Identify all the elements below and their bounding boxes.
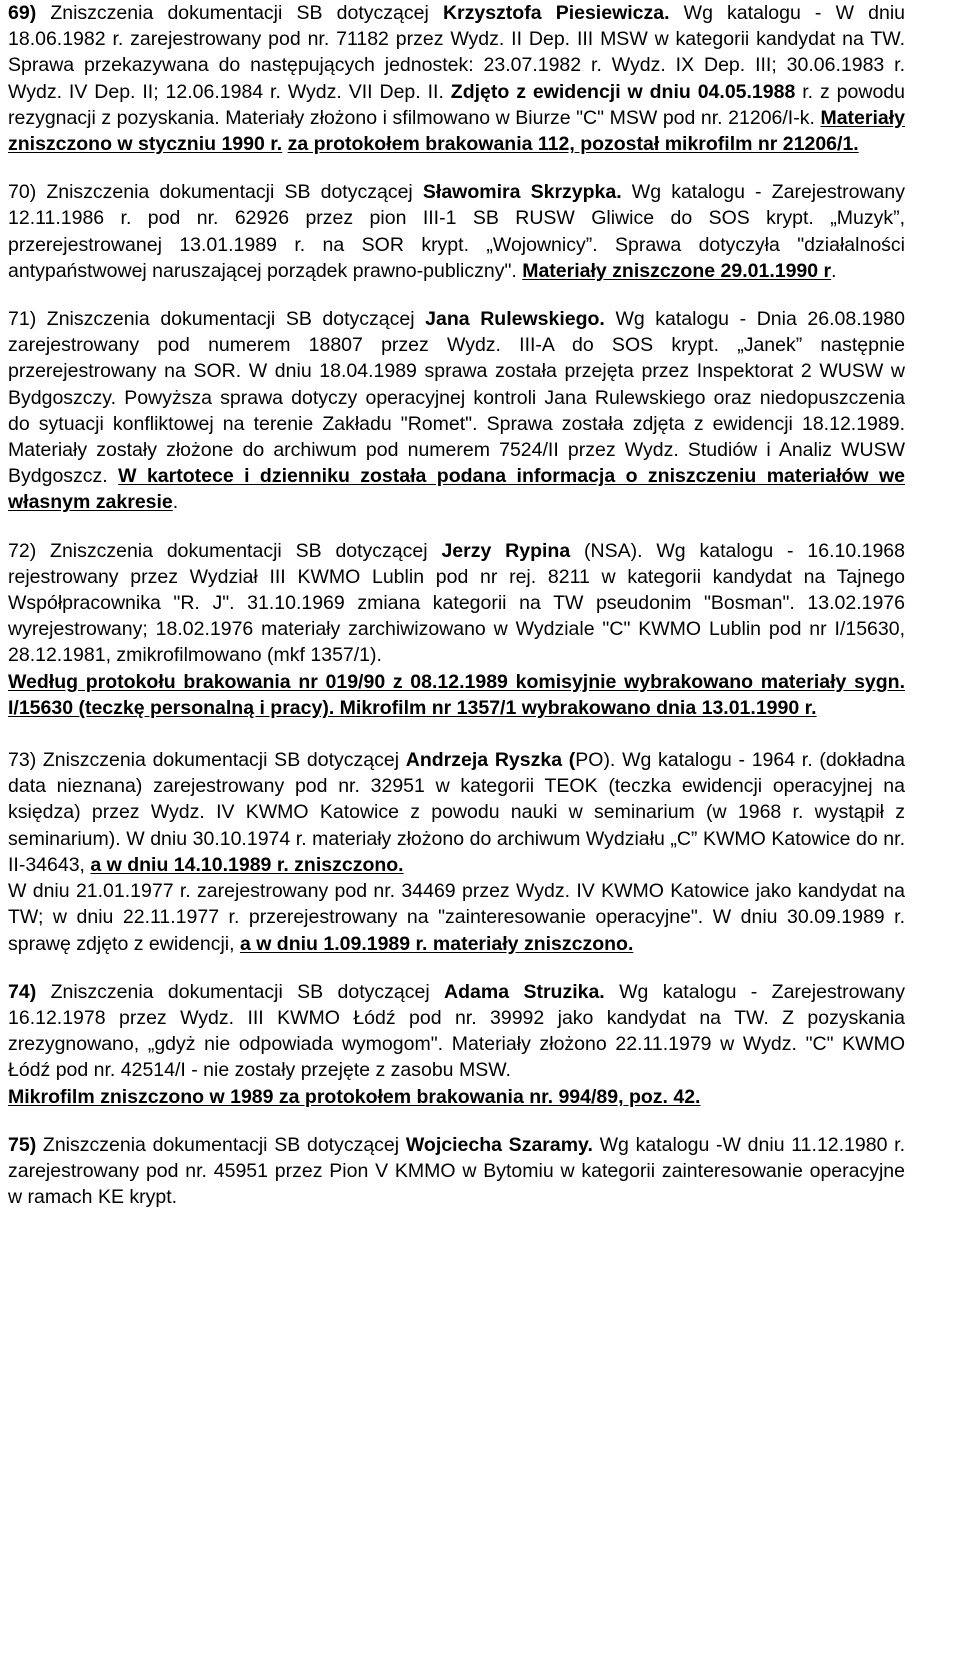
paragraph bbox=[8, 0, 905, 157]
bold-underlined-text: Materiały zniszczono w styczniu 1990 r. bbox=[8, 106, 905, 156]
paragraph bbox=[8, 179, 905, 284]
entry-71 bbox=[8, 306, 905, 516]
paragraph bbox=[8, 538, 905, 669]
text-run: PO). Wg katalogu - 1964 r. (dokładna data nieznana) zarejestrowany pod nr. 32951 w kategorii TEOK (teczka ewidencji operacyjnej na księdza) przez Wydz. IV KWMO Katowice z powodu nauki w seminarium (w 1968 r. wystąpił z seminarium). W dniu 30.10.1974 r. materiały złożono do archiwum Wydziału „C” KWMO Katowice do nr. II-34643, bbox=[8, 749, 905, 876]
bold-text: Andrzeja Ryszka ( bbox=[405, 749, 576, 772]
bold-text: 74) bbox=[8, 980, 51, 1003]
text-run: 70) Zniszczenia dokumentacji SB dotyczącej bbox=[8, 181, 423, 204]
bold-text: Krzysztofa Piesiewicza. bbox=[442, 2, 670, 24]
text-run: W dniu 21.01.1977 r. zarejestrowany pod nr. 34469 przez Wydz. IV KWMO Katowice jako kandydat na TW; w dniu 22.11.1977 r. przerejestrowany na "zainteresowanie operacyjne". W dniu 30.09.1989 r. sprawę zdjęto z ewidencji, bbox=[8, 880, 905, 955]
text-run: . bbox=[172, 491, 179, 514]
text-run: Wg katalogu - Zarejestrowany 12.11.1986 r. pod nr. 62926 przez pion III-1 SB RUSW Gliwice do SOS krypt. „Muzyk”, przerejestrowanej 13.01.1989 r. na SOR krypt. „Wojownicy”. Sprawa dotyczyła "działalności antypaństwowej naruszającej porządek prawno-publiczny". bbox=[8, 181, 905, 282]
bold-text: Wojciecha Szaramy. bbox=[405, 1133, 593, 1156]
text-run: Wg katalogu - Dnia 26.08.1980 zarejestrowany pod numerem 18807 przez Wydz. III-A do SOS krypt. „Janek” następnie przerejestrowany na SOR. W dniu 18.04.1989 sprawa została przejęta przez Inspektorat 2 WUSW w Bydgoszczy. Powyższa sprawa dotyczy operacyjnej kontroli Jana Rulewskiego oraz niedopuszczenia do sytuacji konfliktowej na terenie Zakładu "Romet". Sprawa została zdjęta z ewidencji 18.12.1989. Materiały zostały złożone do archiwum pod numerem 7524/II przez Wydz. Studiów i Analiz WUSW Bydgoszcz. bbox=[8, 308, 905, 488]
text-run: Wg katalogu - Zarejestrowany 16.12.1978 przez Wydz. III KWMO Łódź pod nr. 39992 jako kandydat na TW. Z pozyskania zrezygnowano, „gdyż nie odpowiada wymogom". Materiały złożono 22.11.1979 w Wydz. "C" KWMO Łódź pod nr. 42514/I - nie zostały przejęte z zasobu MSW. bbox=[8, 980, 905, 1082]
bold-underlined-text: W kartotece i dzienniku została podana informacja o zniszczeniu materiałów we własnym zakresie bbox=[8, 465, 905, 514]
text-run: r. z powodu rezygnacji z pozyskania. Materiały złożono i sfilmowano w Biurze "C" MSW pod nr. 21206/I-k. bbox=[8, 80, 905, 129]
text-run: Zniszczenia dokumentacji SB dotyczącej bbox=[50, 980, 445, 1003]
paragraph bbox=[8, 1084, 905, 1110]
entry-72 bbox=[8, 538, 905, 721]
paragraph bbox=[8, 1132, 905, 1211]
entry-75 bbox=[8, 1132, 905, 1211]
bold-text: Sławomira Skrzypka. bbox=[422, 181, 622, 204]
bold-text: Jana Rulewskiego. bbox=[425, 308, 605, 331]
entry-70 bbox=[8, 179, 905, 284]
bold-text: 69) bbox=[8, 2, 51, 24]
paragraph bbox=[8, 306, 905, 516]
bold-text: Jerzy Rypina bbox=[441, 539, 571, 562]
text-run: 72) Zniszczenia dokumentacji SB dotyczącej bbox=[8, 539, 442, 562]
bold-text: 75) bbox=[8, 1133, 43, 1156]
entry-73 bbox=[8, 747, 905, 957]
paragraph bbox=[8, 669, 905, 721]
entry-74 bbox=[8, 979, 905, 1110]
paragraph bbox=[8, 747, 905, 878]
bold-underlined-text: Mikrofilm zniszczono w 1989 za protokołem brakowania nr. 994/89, poz. 42. bbox=[8, 1085, 701, 1108]
bold-underlined-text: Według protokołu brakowania nr 019/90 z 08.12.1989 komisyjnie wybrakowano materiały sygn. I/15630 (teczkę personalną i pracy). Mikrofilm nr 1357/1 wybrakowano dnia 13.01.1990 r. bbox=[8, 670, 905, 719]
entry-69 bbox=[8, 0, 905, 157]
text-run: Wg katalogu - W dniu 18.06.1982 r. zarejestrowany pod nr. 71182 przez Wydz. II Dep. III MSW w kategorii kandydat na TW. Sprawa przekazywana do następujących jednostek: 23.07.1982 r. Wydz. IX Dep. III; 30.06.1983 r. Wydz. IV Dep. II; 12.06.1984 r. Wydz. VII Dep. II. bbox=[8, 2, 905, 103]
text-run: Zniszczenia dokumentacji SB dotyczącej bbox=[50, 2, 443, 24]
text-run: Wg katalogu -W dniu 11.12.1980 r. zarejestrowany pod nr. 45951 przez Pion V KMMO w Bytomiu w kategorii zainteresowanie operacyjne w ramach KE krypt. bbox=[8, 1133, 905, 1209]
bold-text: Adama Struzika. bbox=[444, 980, 605, 1003]
bold-underlined-text: za protokołem brakowania 112, pozostał mikrofilm nr 21206/1. bbox=[287, 133, 859, 156]
paragraph bbox=[8, 979, 905, 1084]
bold-underlined-text: Materiały zniszczone 29.01.1990 r bbox=[522, 259, 832, 282]
text-run: 71) Zniszczenia dokumentacji SB dotyczącej bbox=[8, 308, 426, 331]
bold-underlined-text: a w dniu 14.10.1989 r. zniszczono. bbox=[90, 853, 404, 876]
text-run: 73) Zniszczenia dokumentacji SB dotyczącej bbox=[8, 749, 406, 772]
paragraph bbox=[8, 878, 905, 957]
text-run: Zniszczenia dokumentacji SB dotyczącej bbox=[42, 1133, 406, 1156]
bold-text: Zdjęto z ewidencji w dniu 04.05.1988 bbox=[450, 80, 796, 103]
bold-underlined-text: a w dniu 1.09.1989 r. materiały zniszczono. bbox=[239, 932, 634, 955]
text-run: (NSA). Wg katalogu - 16.10.1968 rejestrowany przez Wydział III KWMO Lublin pod nr rej. 8211 w kategorii kandydat na Tajnego Współpracownika "R. J". 31.10.1969 zmiana kategorii na TW pseudonim "Bosman". 13.02.1976 wyrejestrowany; 18.02.1976 materiały zarchiwizowano w Wydziale "C" KWMO Lublin pod nr I/15630, 28.12.1981, zmikrofilmowano (mkf 1357/1). bbox=[8, 539, 905, 667]
text-run: . bbox=[831, 259, 837, 282]
